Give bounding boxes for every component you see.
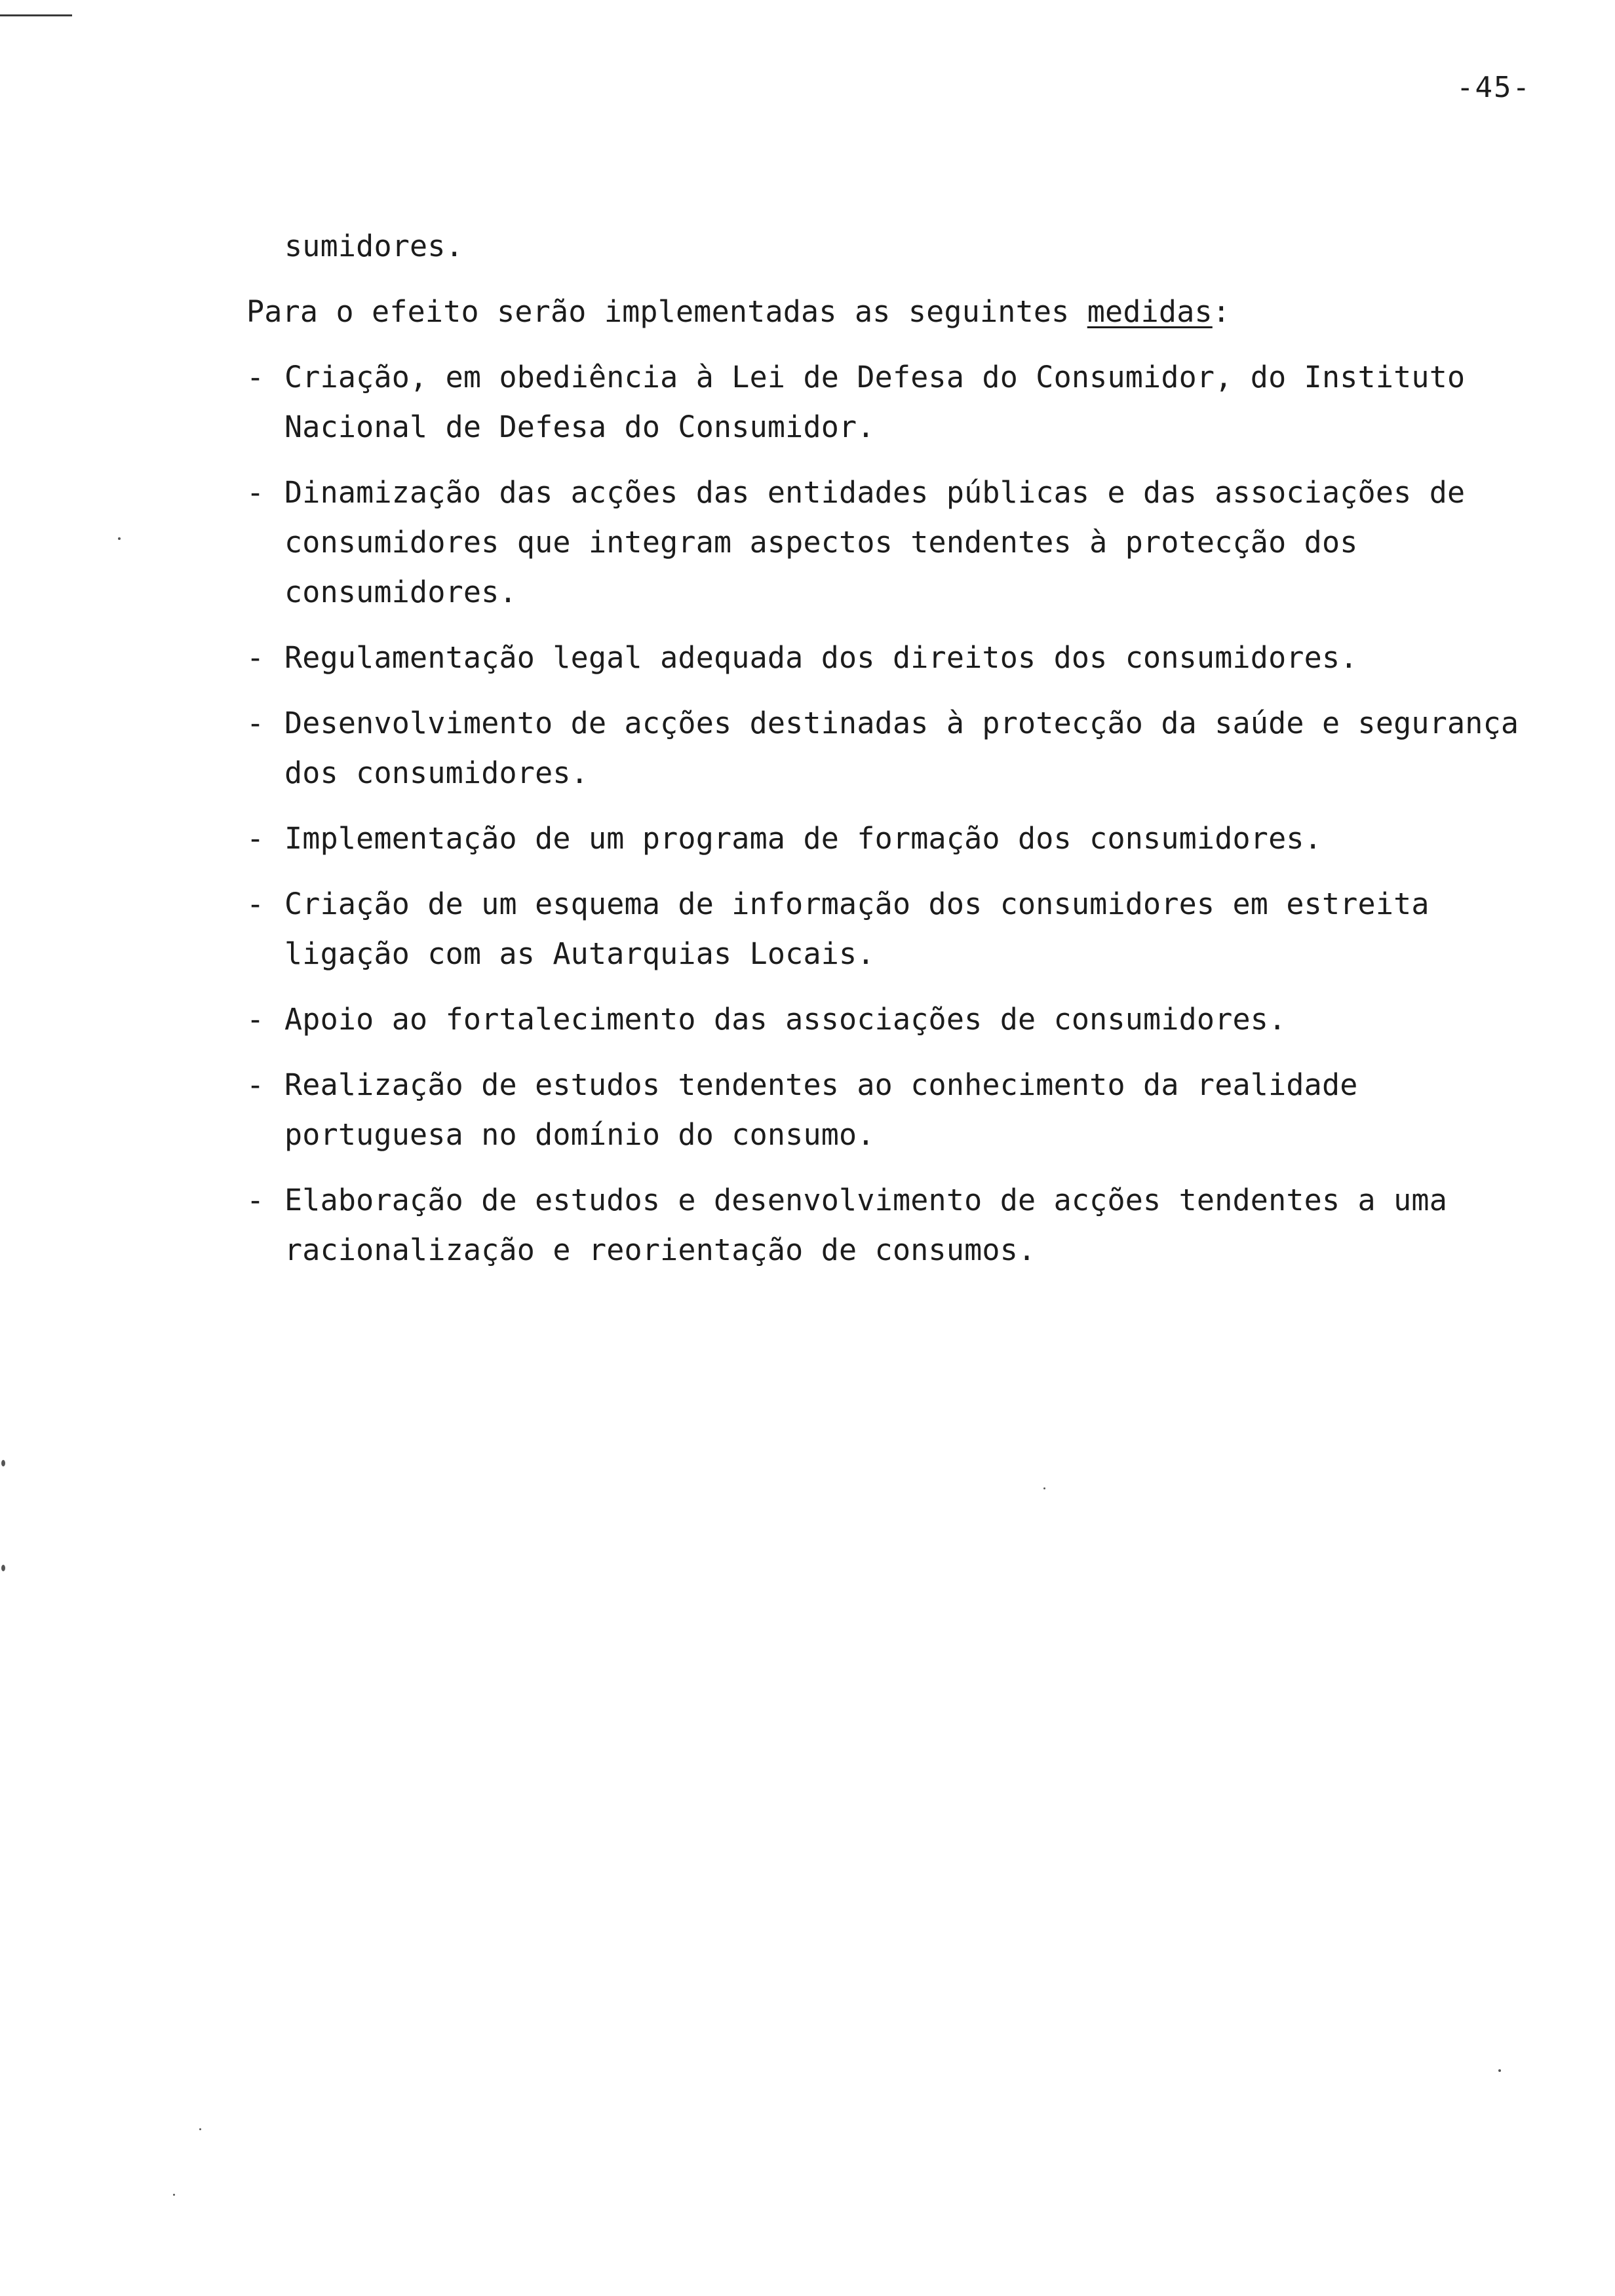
list-item — [246, 698, 1531, 798]
list-item-text: Desenvolvimento de acções destinadas à protecção da saúde e segurança dos consumidores. — [284, 706, 1519, 790]
list-item-text: Apoio ao fortalecimento das associações de consumidores. — [284, 1002, 1287, 1037]
list-item — [246, 468, 1531, 617]
bullet-dash: - — [246, 706, 265, 740]
scan-speck — [118, 537, 121, 540]
list-item — [246, 1060, 1531, 1160]
list-item-text: Dinamização das acções das entidades públicas e das associações de consumidores que integram aspectos tendentes à protecção dos consumidores. — [284, 475, 1466, 609]
bullet-dash: - — [246, 1002, 265, 1037]
bullet-dash: - — [246, 475, 265, 510]
list-item — [246, 633, 1531, 683]
list-item — [246, 879, 1531, 979]
bullet-dash: - — [246, 887, 265, 921]
list-item — [246, 814, 1531, 864]
measures-list — [246, 353, 1531, 1275]
list-item-text: Criação, em obediência à Lei de Defesa do Consumidor, do Instituto Nacional de Defesa do Consumidor. — [284, 360, 1466, 444]
list-item-text: Elaboração de estudos e desenvolvimento de acções tendentes a uma racionalização e reorientação de consumos. — [284, 1183, 1447, 1267]
page-body — [246, 221, 1531, 1291]
scan-edge-mark — [0, 14, 72, 16]
intro-text: Para o efeito serão implementadas as seguintes — [246, 294, 1087, 329]
bullet-dash: - — [246, 1183, 265, 1217]
scan-speck — [1, 1460, 5, 1466]
bullet-dash: - — [246, 821, 265, 856]
list-item — [246, 1176, 1531, 1275]
scan-speck — [173, 2194, 175, 2196]
scan-speck — [1043, 1487, 1045, 1489]
list-item-text: Criação de um esquema de informação dos consumidores em estreita ligação com as Autarquias Locais. — [284, 887, 1430, 971]
list-item — [246, 995, 1531, 1044]
scan-speck — [199, 2128, 201, 2130]
continuation-text: sumidores. — [284, 229, 463, 263]
bullet-dash: - — [246, 640, 265, 675]
scan-speck — [1498, 2069, 1501, 2072]
list-item-text: Realização de estudos tendentes ao conhecimento da realidade portuguesa no domínio do consumo. — [284, 1067, 1358, 1152]
list-item — [246, 353, 1531, 452]
list-item-text: Implementação de um programa de formação dos consumidores. — [284, 821, 1322, 856]
scan-speck — [1, 1565, 5, 1571]
intro-paragraph — [246, 287, 1531, 337]
bullet-dash: - — [246, 1067, 265, 1102]
bullet-dash: - — [246, 360, 265, 394]
page-number: -45- — [1456, 71, 1531, 104]
list-item-text: Regulamentação legal adequada dos direitos dos consumidores. — [284, 640, 1358, 675]
intro-colon: : — [1212, 294, 1231, 329]
intro-underlined-word: medidas — [1087, 294, 1213, 329]
